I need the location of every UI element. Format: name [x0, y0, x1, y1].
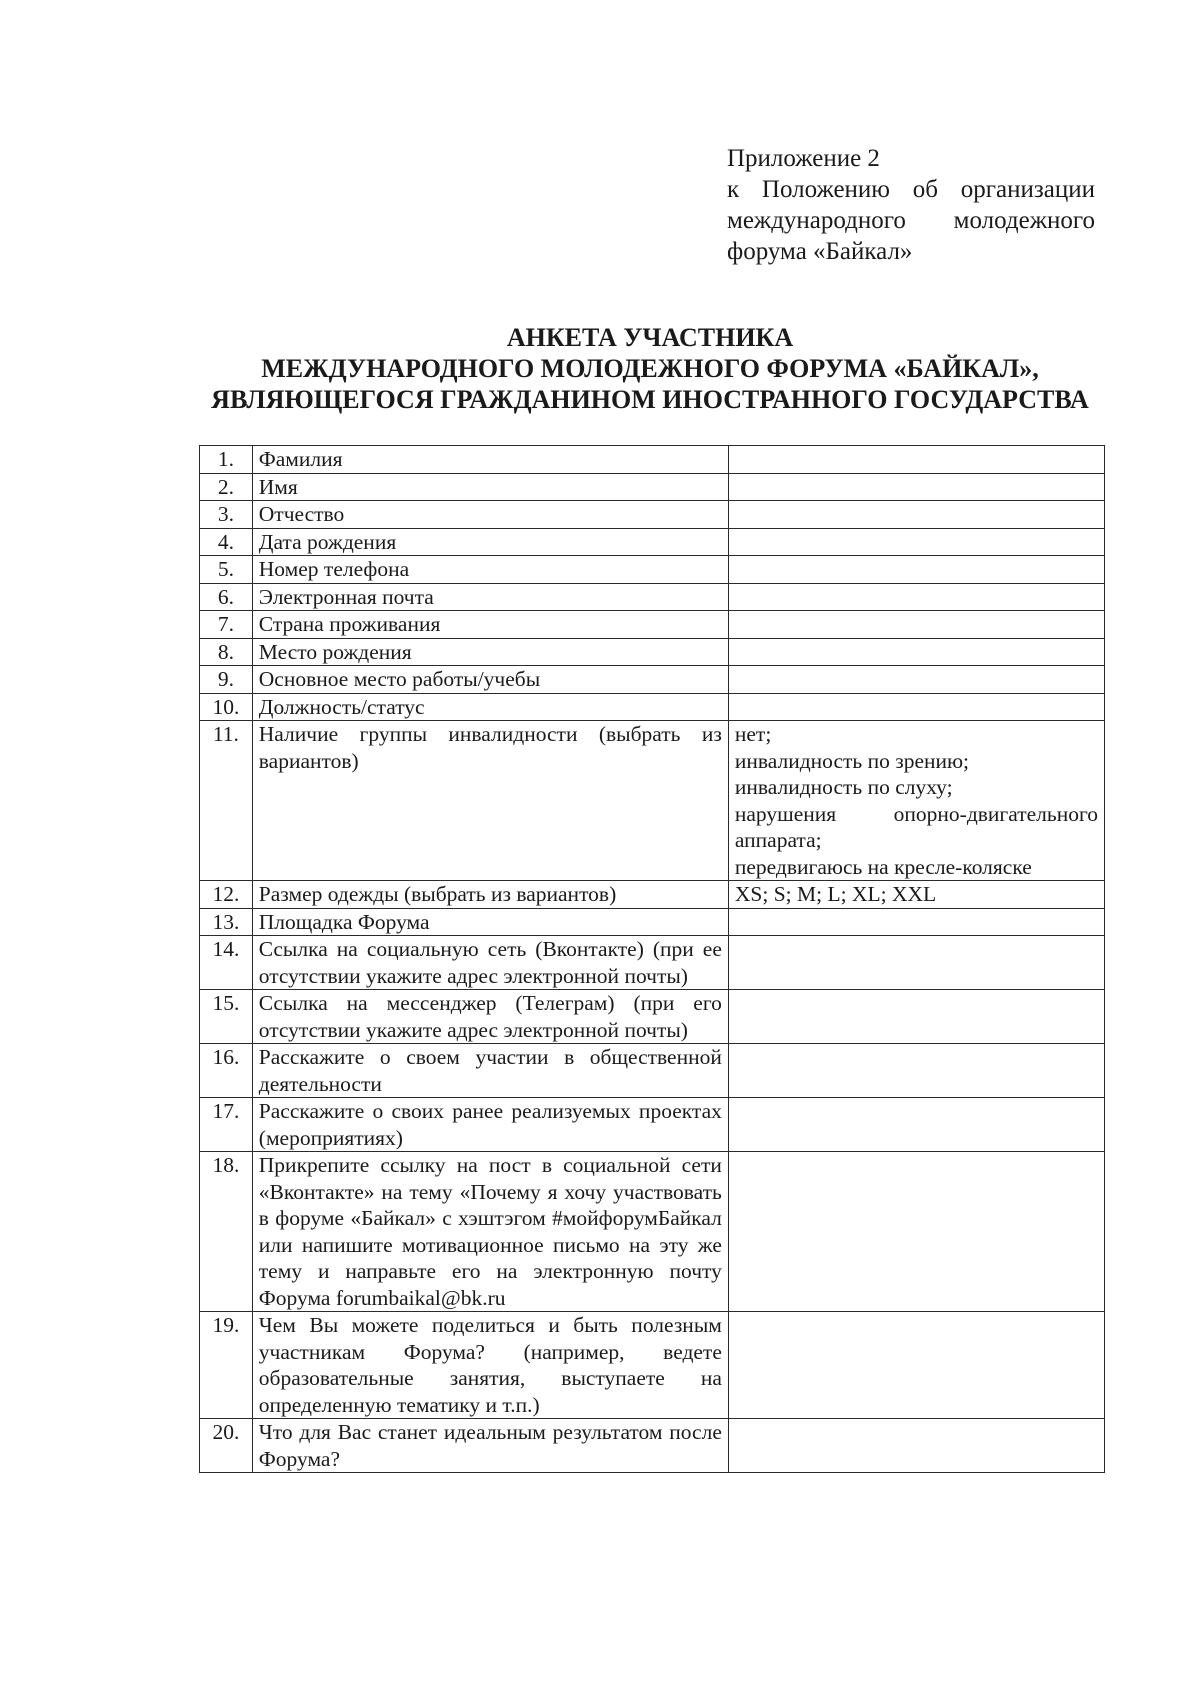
answer-cell[interactable]	[728, 446, 1104, 474]
table-row	[200, 936, 1105, 990]
table-row	[200, 583, 1105, 611]
row-label: Ссылка на мессенджер (Телеграм) (при его отсутствии укажите адрес электронной почты)	[252, 990, 728, 1044]
table-row	[200, 446, 1105, 474]
answer-cell[interactable]	[728, 1152, 1104, 1312]
row-number: 4.	[200, 528, 253, 556]
row-number: 20.	[200, 1419, 253, 1473]
row-number: 10.	[200, 693, 253, 721]
row-label: Место рождения	[252, 638, 728, 666]
row-number: 2.	[200, 473, 253, 501]
row-label: Имя	[252, 473, 728, 501]
answer-cell[interactable]	[728, 611, 1104, 639]
row-label: Страна проживания	[252, 611, 728, 639]
table-row	[200, 1044, 1105, 1098]
row-number: 11.	[200, 721, 253, 881]
table-row	[200, 693, 1105, 721]
table-row	[200, 556, 1105, 584]
option-item[interactable]: инвалидность по слуху;	[734, 775, 953, 799]
row-number: 16.	[200, 1044, 253, 1098]
row-number: 17.	[200, 1098, 253, 1152]
row-label: Фамилия	[252, 446, 728, 474]
table-row	[200, 990, 1105, 1044]
row-label: Что для Вас станет идеальным результатом после Форума?	[252, 1419, 728, 1473]
option-item[interactable]: инвалидность по зрению;	[734, 748, 970, 773]
row-label: Прикрепите ссылку на пост в социальной сети «Вконтакте» на тему «Почему я хочу участвовать в форуме «Байкал» с хэштэгом #мойфорумБайкал или напишите мотивационное письмо на эту же тему и направьте его на электронную почту Форума forumbaikal@bk.ru	[252, 1152, 728, 1312]
row-label: Должность/статус	[252, 693, 728, 721]
answer-cell[interactable]	[728, 990, 1104, 1044]
row-label: Отчество	[252, 501, 728, 529]
answer-cell[interactable]	[728, 693, 1104, 721]
appendix-line: международного молодежного	[727, 207, 1095, 234]
row-number: 14.	[200, 936, 253, 990]
row-number: 7.	[200, 611, 253, 639]
appendix-line: Приложение 2	[727, 145, 880, 172]
row-label: Расскажите о своих ранее реализуемых проектах (мероприятиях)	[252, 1098, 728, 1152]
table-row	[200, 1098, 1105, 1152]
table-row	[200, 721, 1105, 881]
table-row	[200, 473, 1105, 501]
answer-cell[interactable]	[728, 908, 1104, 936]
row-label: Площадка Форума	[252, 908, 728, 936]
table-row	[200, 1312, 1105, 1419]
answer-cell[interactable]	[728, 1419, 1104, 1473]
answer-options[interactable]: XS; S; M; L; XL; XXL	[728, 881, 1104, 909]
table-row	[200, 1152, 1105, 1312]
row-number: 15.	[200, 990, 253, 1044]
answer-cell[interactable]	[728, 556, 1104, 584]
row-number: 12.	[200, 881, 253, 909]
appendix-line: к Положению об организации	[727, 176, 1095, 203]
row-number: 3.	[200, 501, 253, 529]
answer-cell[interactable]	[728, 1312, 1104, 1419]
table-row	[200, 528, 1105, 556]
option-item[interactable]: аппарата;	[734, 828, 822, 852]
row-number: 13.	[200, 908, 253, 936]
table-row	[200, 666, 1105, 694]
row-label: Электронная почта	[252, 583, 728, 611]
questionnaire-table	[199, 445, 1105, 1473]
answer-cell[interactable]	[728, 501, 1104, 529]
answer-cell[interactable]	[728, 473, 1104, 501]
table-row	[200, 501, 1105, 529]
table-row	[200, 611, 1105, 639]
table-row	[200, 1419, 1105, 1473]
row-number: 1.	[200, 446, 253, 474]
answer-options[interactable]	[728, 721, 1104, 881]
table-row	[200, 908, 1105, 936]
title-line: МЕЖДУНАРОДНОГО МОЛОДЕЖНОГО ФОРУМА «БАЙКАЛ»,	[261, 354, 1039, 383]
row-number: 9.	[200, 666, 253, 694]
option-item[interactable]: нет;	[734, 722, 772, 746]
row-label: Расскажите о своем участии в общественной деятельности	[252, 1044, 728, 1098]
row-label: Номер телефона	[252, 556, 728, 584]
title-line: ЯВЛЯЮЩЕГОСЯ ГРАЖДАНИНОМ ИНОСТРАННОГО ГОСУДАРСТВА	[211, 385, 1089, 414]
row-label: Дата рождения	[252, 528, 728, 556]
answer-cell[interactable]	[728, 638, 1104, 666]
row-label: Основное место работы/учебы	[252, 666, 728, 694]
row-label: Чем Вы можете поделиться и быть полезным участникам Форума? (например, ведете образовательные занятия, выступаете на определенную тематику и т.п.)	[252, 1312, 728, 1419]
title-line: АНКЕТА УЧАСТНИКА	[506, 323, 794, 352]
row-label: Ссылка на социальную сеть (Вконтакте) (при ее отсутствии укажите адрес электронной почты)	[252, 936, 728, 990]
table-row	[200, 638, 1105, 666]
answer-cell[interactable]	[728, 583, 1104, 611]
row-number: 18.	[200, 1152, 253, 1312]
row-number: 8.	[200, 638, 253, 666]
row-number: 5.	[200, 556, 253, 584]
row-label: Наличие группы инвалидности (выбрать из вариантов)	[252, 721, 728, 881]
answer-cell[interactable]	[728, 1044, 1104, 1098]
row-label: Размер одежды (выбрать из вариантов)	[252, 881, 728, 909]
appendix-line: форума «Байкал»	[727, 238, 913, 265]
document-title	[100, 322, 1200, 415]
answer-cell[interactable]	[728, 666, 1104, 694]
row-number: 6.	[200, 583, 253, 611]
answer-cell[interactable]	[728, 936, 1104, 990]
option-item[interactable]: передвигаюсь на кресле-коляске	[734, 854, 1032, 879]
table-row	[200, 881, 1105, 909]
option-item[interactable]: нарушения опорно-двигательного	[734, 801, 1098, 826]
appendix-note	[727, 143, 1095, 267]
answer-cell[interactable]	[728, 528, 1104, 556]
answer-cell[interactable]	[728, 1098, 1104, 1152]
row-number: 19.	[200, 1312, 253, 1419]
